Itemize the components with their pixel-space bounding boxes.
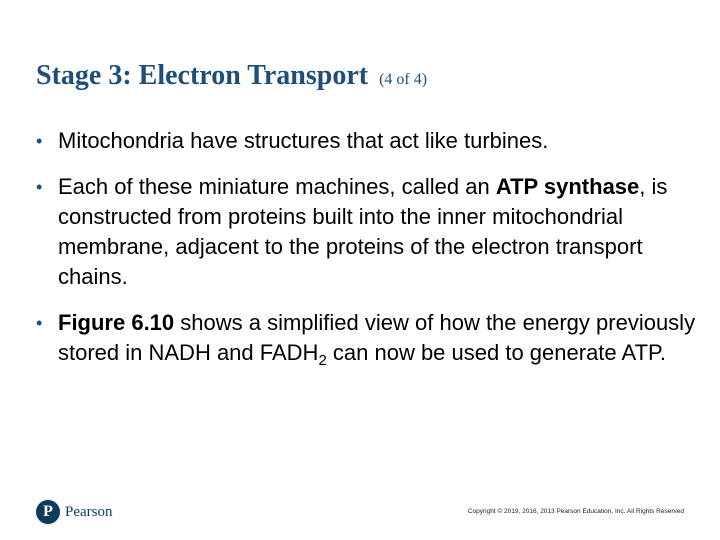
bullet-text: shows a simplified view of how the energy previously stored in NADH and FADH: [58, 310, 696, 365]
bullet-item: [36, 126, 696, 156]
figure-reference: Figure 6.10: [58, 310, 175, 335]
pearson-wordmark: Pearson: [65, 503, 113, 520]
copyright-notice: Copyright © 2019, 2016, 2013 Pearson Education, Inc. All Rights Reserved: [467, 508, 684, 515]
bullet-item: [36, 308, 696, 376]
subscript-2: 2: [318, 352, 327, 369]
bullet-text: Mitochondria have structures that act like turbines.: [58, 128, 549, 153]
bullet-text: Each of these miniature machines, called an: [58, 174, 496, 199]
bullet-list: [36, 126, 696, 392]
pearson-logo: [36, 500, 113, 524]
slide-title-part-indicator: (4 of 4): [379, 71, 428, 88]
bullet-text: can now be used to generate ATP.: [326, 340, 666, 365]
bullet-text: , is constructed from proteins built into the inner mitochondrial membrane, adjacent to the proteins of the electron transport chains.: [58, 174, 668, 289]
bullet-item: [36, 172, 696, 292]
slide-title: [36, 60, 427, 92]
bullet-marker: •: [36, 131, 43, 151]
slide-title-main: Stage 3: Electron Transport: [36, 60, 369, 91]
bullet-marker: •: [36, 177, 43, 197]
pearson-p-icon: P: [36, 500, 60, 524]
bullet-marker: •: [36, 313, 43, 333]
term-atp-synthase: ATP synthase: [495, 174, 640, 199]
